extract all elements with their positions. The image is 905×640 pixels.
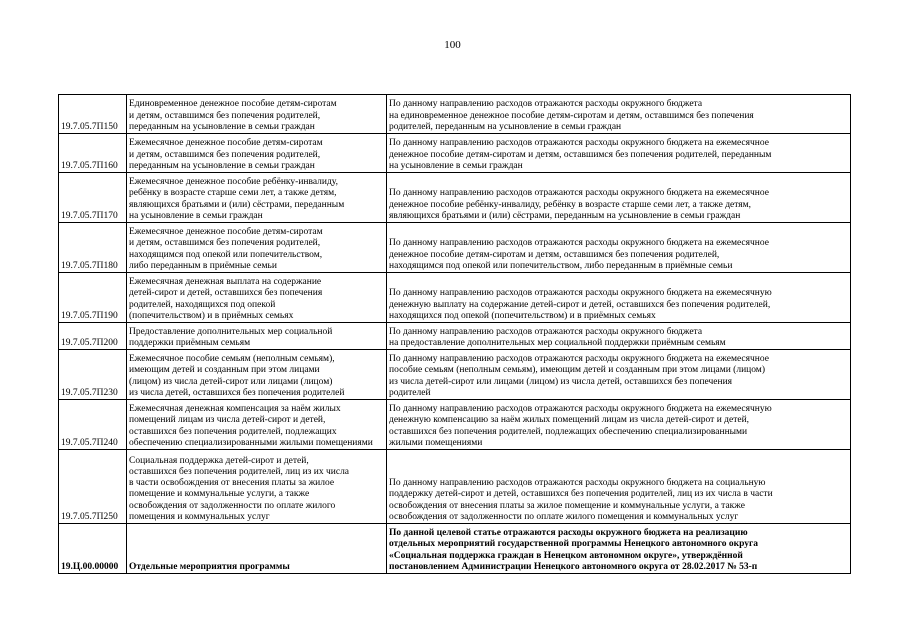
description-line: По данному направлению расходов отражаются расходы окружного бюджета на ежемесячное: [389, 354, 769, 365]
page-number: 100: [444, 39, 461, 51]
expense-description: [387, 223, 851, 273]
name-line: либо переданным в приёмные семьи: [129, 260, 277, 271]
description-line: «Социальная поддержка граждан в Ненецком автономном округе», утверждённой: [389, 550, 743, 561]
name-line: Отдельные мероприятия программы: [129, 561, 290, 572]
name-line: детей-сирот и детей, оставшихся без попечения: [129, 288, 323, 299]
name-line: на усыновление в семьи граждан: [129, 210, 263, 221]
table-row: [59, 450, 851, 524]
name-line: помещения и коммунальных услуг: [129, 511, 270, 522]
name-line: Предоставление дополнительных мер социальной: [129, 326, 333, 337]
name-line: ребёнку в возрасте старше семи лет, а также детям,: [129, 188, 337, 199]
description-line: денежное пособие ребёнку-инвалиду, ребёнку в возрасте старше семи лет, а также детям,: [389, 199, 752, 210]
name-line: Ежемесячное денежное пособие ребёнку-инвалиду,: [129, 177, 338, 188]
name-line: имеющим детей и созданным при этом лицами: [129, 365, 320, 376]
description-line: денежное пособие детям-сиротам и детям, оставшимся без попечения родителей, переданным: [389, 149, 772, 160]
target-article-name: [127, 323, 387, 350]
name-line: и детям, оставшимся без попечения родителей,: [129, 110, 321, 121]
description-line: По данному направлению расходов отражаются расходы окружного бюджета на ежемесячную: [389, 404, 772, 415]
expense-description: [387, 273, 851, 323]
description-line: поддержку детей-сирот и детей, оставшихся без попечения родителей, лиц из их числа в части: [389, 489, 773, 500]
name-line: обеспечению специализированными жилыми помещениями: [129, 437, 373, 448]
description-line: жилыми помещениями: [389, 437, 483, 448]
target-article-code: 19.7.05.7П150: [59, 95, 127, 134]
description-line: находящихся под опекой (попечительством) и в приёмных семьях: [389, 310, 656, 321]
target-article-name: [127, 273, 387, 323]
table-row: [59, 273, 851, 323]
table-row: [59, 350, 851, 400]
table-row: [59, 223, 851, 273]
target-article-name: [127, 524, 387, 574]
description-line: на единовременное денежное пособие детям-сиротам и детям, оставшимся без попечения: [389, 110, 754, 121]
name-line: из числа детей, оставшихся без попечения родителей: [129, 387, 345, 398]
description-line: родителей: [389, 387, 431, 398]
name-line: Ежемесячная денежная компенсация за наём жилых: [129, 404, 341, 415]
description-line: По данному направлению расходов отражаются расходы окружного бюджета на ежемесячное: [389, 188, 769, 199]
target-article-code: 19.7.05.7П180: [59, 223, 127, 273]
name-line: освобождения от задолженности по оплате жилого: [129, 500, 336, 511]
expense-description: [387, 400, 851, 450]
name-line: являющихся братьями и (или) сёстрами, переданным: [129, 199, 345, 210]
target-article-name: [127, 450, 387, 524]
target-article-code: 19.Ц.00.00000: [59, 524, 127, 574]
expense-description: [387, 134, 851, 173]
name-line: Социальная поддержка детей-сирот и детей,: [129, 455, 309, 466]
table-row: [59, 173, 851, 223]
expense-description: [387, 350, 851, 400]
expense-description: [387, 323, 851, 350]
name-line: и детям, оставшимся без попечения родителей,: [129, 238, 321, 249]
description-line: денежную выплату на содержание детей-сирот и детей, оставшихся без попечения родителей,: [389, 299, 771, 310]
expense-description: [387, 450, 851, 524]
name-line: (попечительством) и в приёмных семьях: [129, 310, 294, 321]
name-line: (лицом) из числа детей-сирот или лицами (лицом): [129, 376, 333, 387]
target-article-name: [127, 173, 387, 223]
name-line: родителей, находящихся под опекой: [129, 299, 276, 310]
table-row: [59, 95, 851, 134]
target-article-code: 19.7.05.7П190: [59, 273, 127, 323]
table-row: [59, 323, 851, 350]
description-line: из числа детей-сирот или лицами (лицом) из числа детей, оставшихся без попечения: [389, 376, 733, 387]
target-article-name: [127, 400, 387, 450]
description-line: постановлением Администрации Ненецкого автономного округа от 28.02.2017 № 53-п: [389, 561, 758, 572]
budget-classification-table: [58, 94, 851, 574]
target-article-name: [127, 350, 387, 400]
expense-description: [387, 524, 851, 574]
target-article-code: 19.7.05.7П250: [59, 450, 127, 524]
table-row: [59, 134, 851, 173]
description-line: По данному направлению расходов отражаются расходы окружного бюджета на социальную: [389, 478, 766, 489]
name-line: в части освобождения от внесения платы за жилое: [129, 478, 335, 489]
description-line: денежную компенсацию за наём жилых помещений лицам из числа детей-сирот и детей,: [389, 415, 750, 426]
name-line: Единовременное денежное пособие детям-сиротам: [129, 99, 337, 110]
description-line: являющихся братьями и (или) сёстрами, переданным на усыновление в семьи граждан: [389, 210, 741, 221]
description-line: находящимся под опекой или попечительством, либо переданным в приёмные семьи: [389, 260, 733, 271]
description-line: оставшихся без попечения родителей, подлежащих обеспечению специализированными: [389, 426, 748, 437]
target-article-code: 19.7.05.7П240: [59, 400, 127, 450]
name-line: Ежемесячное денежное пособие детям-сиротам: [129, 138, 323, 149]
description-line: денежное пособие детям-сиротам и детям, оставшимся без попечения родителей,: [389, 249, 720, 260]
name-line: Ежемесячное денежное пособие детям-сиротам: [129, 227, 323, 238]
name-line: помещений лицам из числа детей-сирот и детей,: [129, 415, 326, 426]
name-line: Ежемесячное пособие семьям (неполным семьям),: [129, 354, 335, 365]
name-line: переданным на усыновление в семьи граждан: [129, 121, 315, 132]
target-article-name: [127, 95, 387, 134]
name-line: Ежемесячная денежная выплата на содержание: [129, 277, 322, 288]
target-article-code: 19.7.05.7П170: [59, 173, 127, 223]
target-article-code: 19.7.05.7П160: [59, 134, 127, 173]
target-article-code: 19.7.05.7П200: [59, 323, 127, 350]
description-line: отдельных мероприятий государственной программы Ненецкого автономного округа: [389, 539, 759, 550]
description-line: По данному направлению расходов отражаются расходы окружного бюджета на ежемесячное: [389, 138, 769, 149]
table-row: [59, 524, 851, 574]
expense-description: [387, 95, 851, 134]
name-line: находящимся под опекой или попечительством,: [129, 249, 323, 260]
target-article-name: [127, 223, 387, 273]
description-line: освобождения от задолженности по оплате жилого помещения и коммунальных услуг: [389, 511, 739, 522]
target-article-name: [127, 134, 387, 173]
description-line: По данной целевой статье отражаются расходы окружного бюджета на реализацию: [389, 528, 748, 539]
description-line: родителей, переданным на усыновление в семьи граждан: [389, 121, 622, 132]
name-line: оставшихся без попечения родителей, подлежащих: [129, 426, 337, 437]
description-line: на предоставление дополнительных мер социальной поддержки приёмным семьям: [389, 337, 726, 348]
description-line: По данному направлению расходов отражаются расходы окружного бюджета: [389, 326, 703, 337]
name-line: оставшихся без попечения родителей, лиц из их числа: [129, 466, 350, 477]
name-line: и детям, оставшимся без попечения родителей,: [129, 149, 321, 160]
description-line: По данному направлению расходов отражаются расходы окружного бюджета: [389, 99, 703, 110]
name-line: поддержки приёмным семьям: [129, 337, 251, 348]
name-line: помещение и коммунальные услуги, а также: [129, 489, 310, 500]
description-line: По данному направлению расходов отражаются расходы окружного бюджета на ежемесячную: [389, 288, 772, 299]
description-line: пособие семьям (неполным семьям), имеющим детей и созданным при этом лицами (лицом): [389, 365, 765, 376]
description-line: освобождения от внесения платы за жилое помещение и коммунальные услуги, а также: [389, 500, 745, 511]
description-line: на усыновление в семьи граждан: [389, 160, 523, 171]
name-line: переданным на усыновление в семьи граждан: [129, 160, 315, 171]
description-line: По данному направлению расходов отражаются расходы окружного бюджета на ежемесячное: [389, 238, 769, 249]
target-article-code: 19.7.05.7П230: [59, 350, 127, 400]
expense-description: [387, 173, 851, 223]
table-row: [59, 400, 851, 450]
